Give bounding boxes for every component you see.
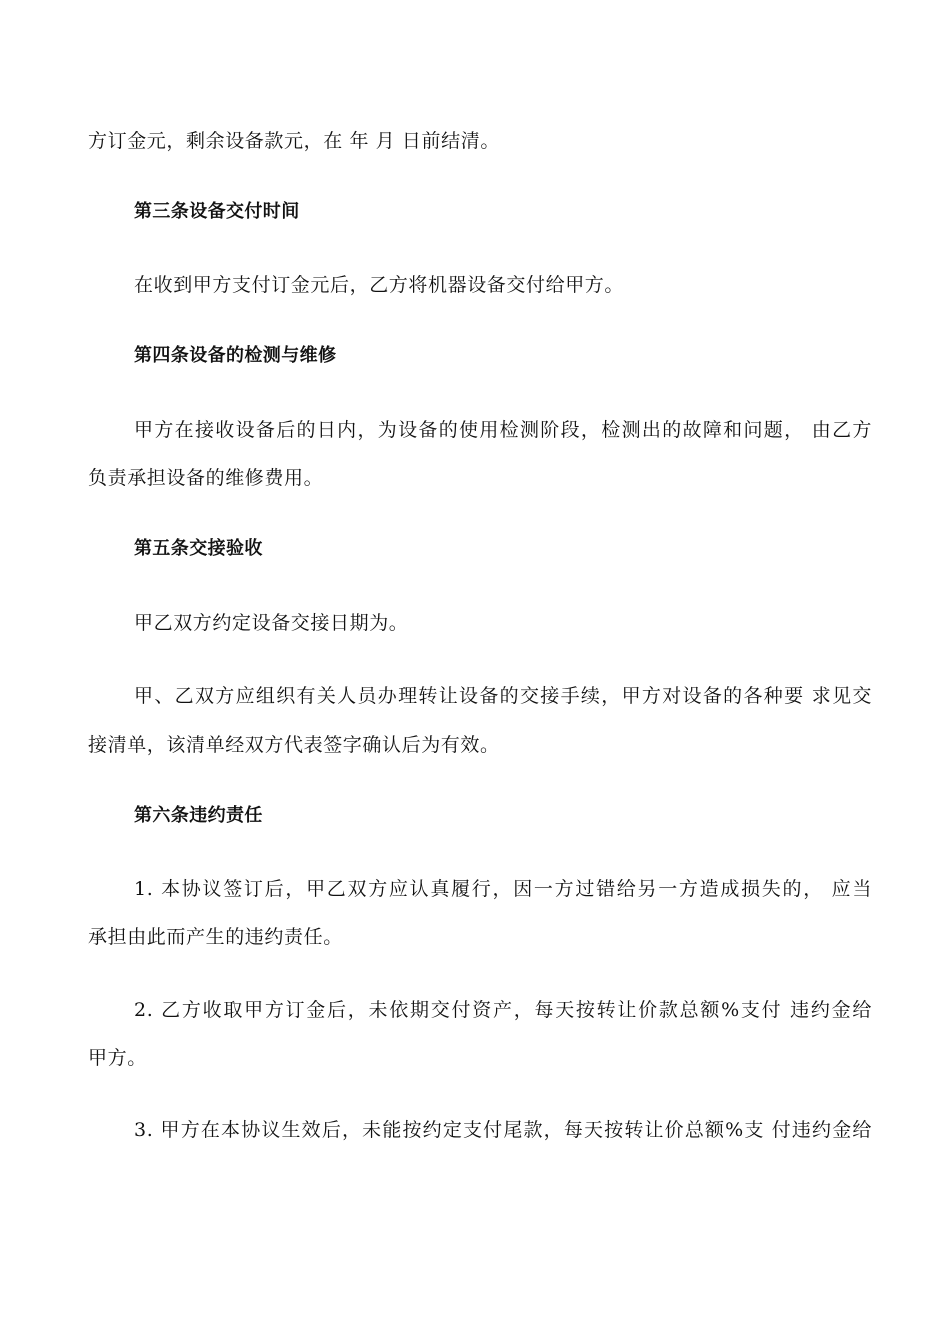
paragraph-handover-date: 甲乙双方约定设备交接日期为。 [134,612,409,634]
clause-1-line-1: 1. 本协议签订后，甲乙双方应认真履行，因一方过错给另一方造成损失的， 应当 [134,878,872,900]
clause-2-line-2: 甲方。 [88,1047,147,1069]
paragraph-handover-line-1: 甲、乙双方应组织有关人员办理转让设备的交接手续，甲方对设备的各种要 求见交 [134,685,872,707]
paragraph-payment-line: 方订金元，剩余设备款元，在 年 月 日前结清。 [88,130,500,152]
article-6-heading: 第六条违约责任 [134,805,263,826]
clause-1-line-2: 承担由此而产生的违约责任。 [88,926,343,948]
article-5-heading: 第五条交接验收 [134,538,263,559]
article-3-heading: 第三条设备交付时间 [134,201,300,222]
article-4-heading: 第四条设备的检测与维修 [134,345,337,366]
paragraph-inspection-line-2: 负责承担设备的维修费用。 [88,467,324,489]
paragraph-inspection-line-1: 甲方在接收设备后的日内，为设备的使用检测阶段，检测出的故障和问题， 由乙方 [134,419,872,441]
paragraph-handover-line-2: 接清单，该清单经双方代表签字确认后为有效。 [88,734,500,756]
paragraph-delivery: 在收到甲方支付订金元后，乙方将机器设备交付给甲方。 [134,274,625,296]
clause-3-line-1: 3. 甲方在本协议生效后，未能按约定支付尾款，每天按转让价总额%支 付违约金给 [134,1119,872,1141]
clause-2-line-1: 2. 乙方收取甲方订金后，未依期交付资产，每天按转让价款总额%支付 违约金给 [134,999,872,1021]
